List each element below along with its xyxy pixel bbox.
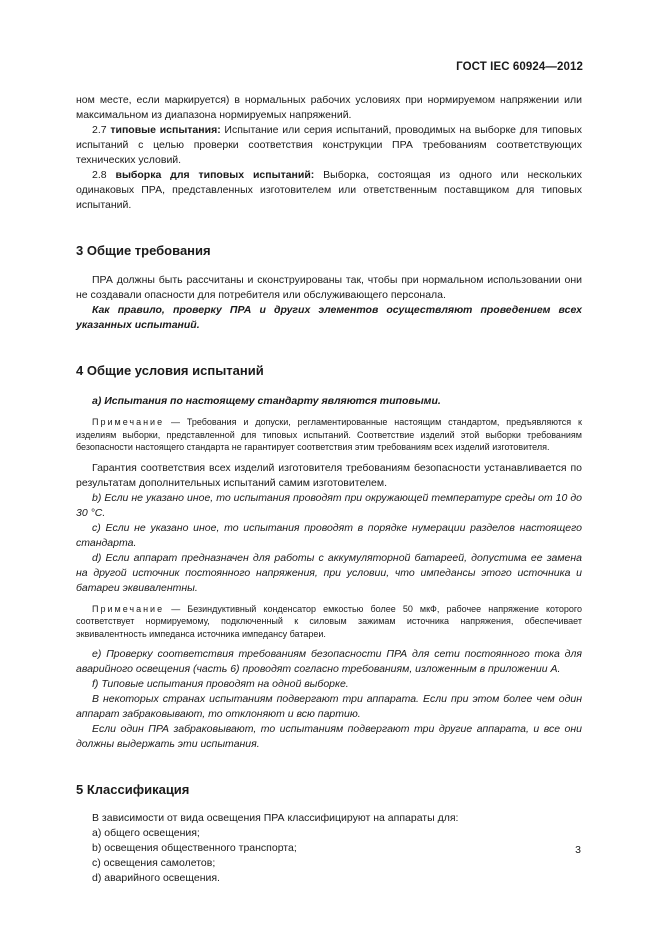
note-label: Примечание bbox=[92, 417, 165, 427]
item-c: c) Если не указано иное, то испытания проводят в порядке нумерации разделов настоящего стандарта. bbox=[76, 521, 582, 549]
definition-number: 2.8 bbox=[92, 169, 107, 181]
definition-continuation: ном месте, если маркируется) в нормальных рабочих условиях при нормируемом напряжении или максимальном из диапазона нормируемых напряжений. bbox=[76, 94, 582, 121]
guarantee-paragraph: Гарантия соответствия всех изделий изготовителя требованиям безопасности устанавливается по результатам дополнительных испытаний самим изготовителем. bbox=[76, 461, 582, 489]
section-3-emphasis-paragraph: Как правило, проверку ПРА и других элементов осуществляют проведением всех указанных испытаний. bbox=[76, 304, 582, 331]
item-a bbox=[76, 394, 582, 409]
item-e: e) Проверку соответствия требованиям безопасности ПРА для сети постоянного тока для аварийного освещения (часть 6) проводят согласно требованиям, изложенным в приложении А. bbox=[76, 648, 582, 675]
item-f: f) Типовые испытания проводят на одной выборке. bbox=[92, 678, 349, 690]
classification-item: a) общего освещения; bbox=[92, 827, 200, 839]
item-b: b) Если не указано иное, то испытания проводят при окружающей температуре среды от 10 до 30 °С. bbox=[76, 491, 582, 519]
item-d: d) Если аппарат предназначен для работы с аккумуляторной батареей, допустима ее замена на другой источник постоянного напряжения, при условии, что импедансы этого источника и батареи эквивалентны. bbox=[76, 551, 582, 594]
definition-number: 2.7 bbox=[92, 124, 107, 136]
definition-text: Испытание или серия испытаний, проводимых на выборке для типовых испытаний с целью проверки соответствия конструкции ПРА требованиям соответствующих технических условий. bbox=[76, 124, 582, 166]
document-code-header: ГОСТ IEC 60924—2012 bbox=[456, 61, 583, 73]
note-label: Примечание bbox=[92, 603, 165, 614]
section-3-heading: 3 Общие требования bbox=[76, 243, 211, 258]
note-1 bbox=[76, 416, 582, 454]
page-number: 3 bbox=[575, 844, 581, 856]
page-content bbox=[76, 93, 582, 886]
note-text: — Безиндуктивный конденсатор емкостью более 50 мкФ, рабочее напряжение которого соответствует нормируемому, подключенный к силовым зажимам источника напряжения, обеспечивает эквивалентность импеданса источника импедансу батареи. bbox=[76, 603, 582, 639]
classification-intro: В зависимости от вида освещения ПРА классифицируют на аппараты для: bbox=[92, 812, 459, 824]
definition-term: типовые испытания: bbox=[110, 124, 221, 136]
definition-2-8 bbox=[76, 168, 582, 213]
definition-2-7 bbox=[76, 123, 582, 168]
classification-item: d) аварийного освещения. bbox=[92, 872, 220, 884]
note-text: — Требования и допуски, регламентированные настоящим стандартом, предъявляются к изделиям выборки, представленной для типовых испытаний. Соответствие изделий этой выборки требованиям безопасности настоящего стандарта не гарантирует соответствия этим требованиям всех изделий изготовителя. bbox=[76, 417, 582, 452]
item-a-text: a) Испытания по настоящему стандарту являются типовыми. bbox=[92, 395, 441, 407]
definition-text: Выборка, состоящая из одного или нескольких одинаковых ПРА, представленных изготовителем или ответственным поставщиком для типовых испытаний. bbox=[76, 169, 583, 211]
section-3-paragraph: ПРА должны быть рассчитаны и сконструированы так, чтобы при нормальном использовании они не создавали опасности для потребителя или обслуживающего персонала. bbox=[76, 274, 582, 301]
section-4-heading: 4 Общие условия испытаний bbox=[76, 363, 264, 378]
note-2 bbox=[76, 603, 582, 641]
classification-item: b) освещения общественного транспорта; bbox=[92, 842, 297, 854]
section-5-heading: 5 Классификация bbox=[76, 782, 190, 797]
item-f-paragraph-2: В некоторых странах испытаниям подвергают три аппарата. Если при этом более чем один аппарат забраковывают, то отклоняют и всю партию. bbox=[76, 693, 582, 720]
classification-item: c) освещения самолетов; bbox=[92, 857, 216, 869]
item-f-paragraph-3: Если один ПРА забраковывают, то испытаниям подвергают три другие аппарата, и все они должны выдержать эти испытания. bbox=[76, 723, 582, 750]
definition-term: выборка для типовых испытаний: bbox=[115, 169, 315, 181]
